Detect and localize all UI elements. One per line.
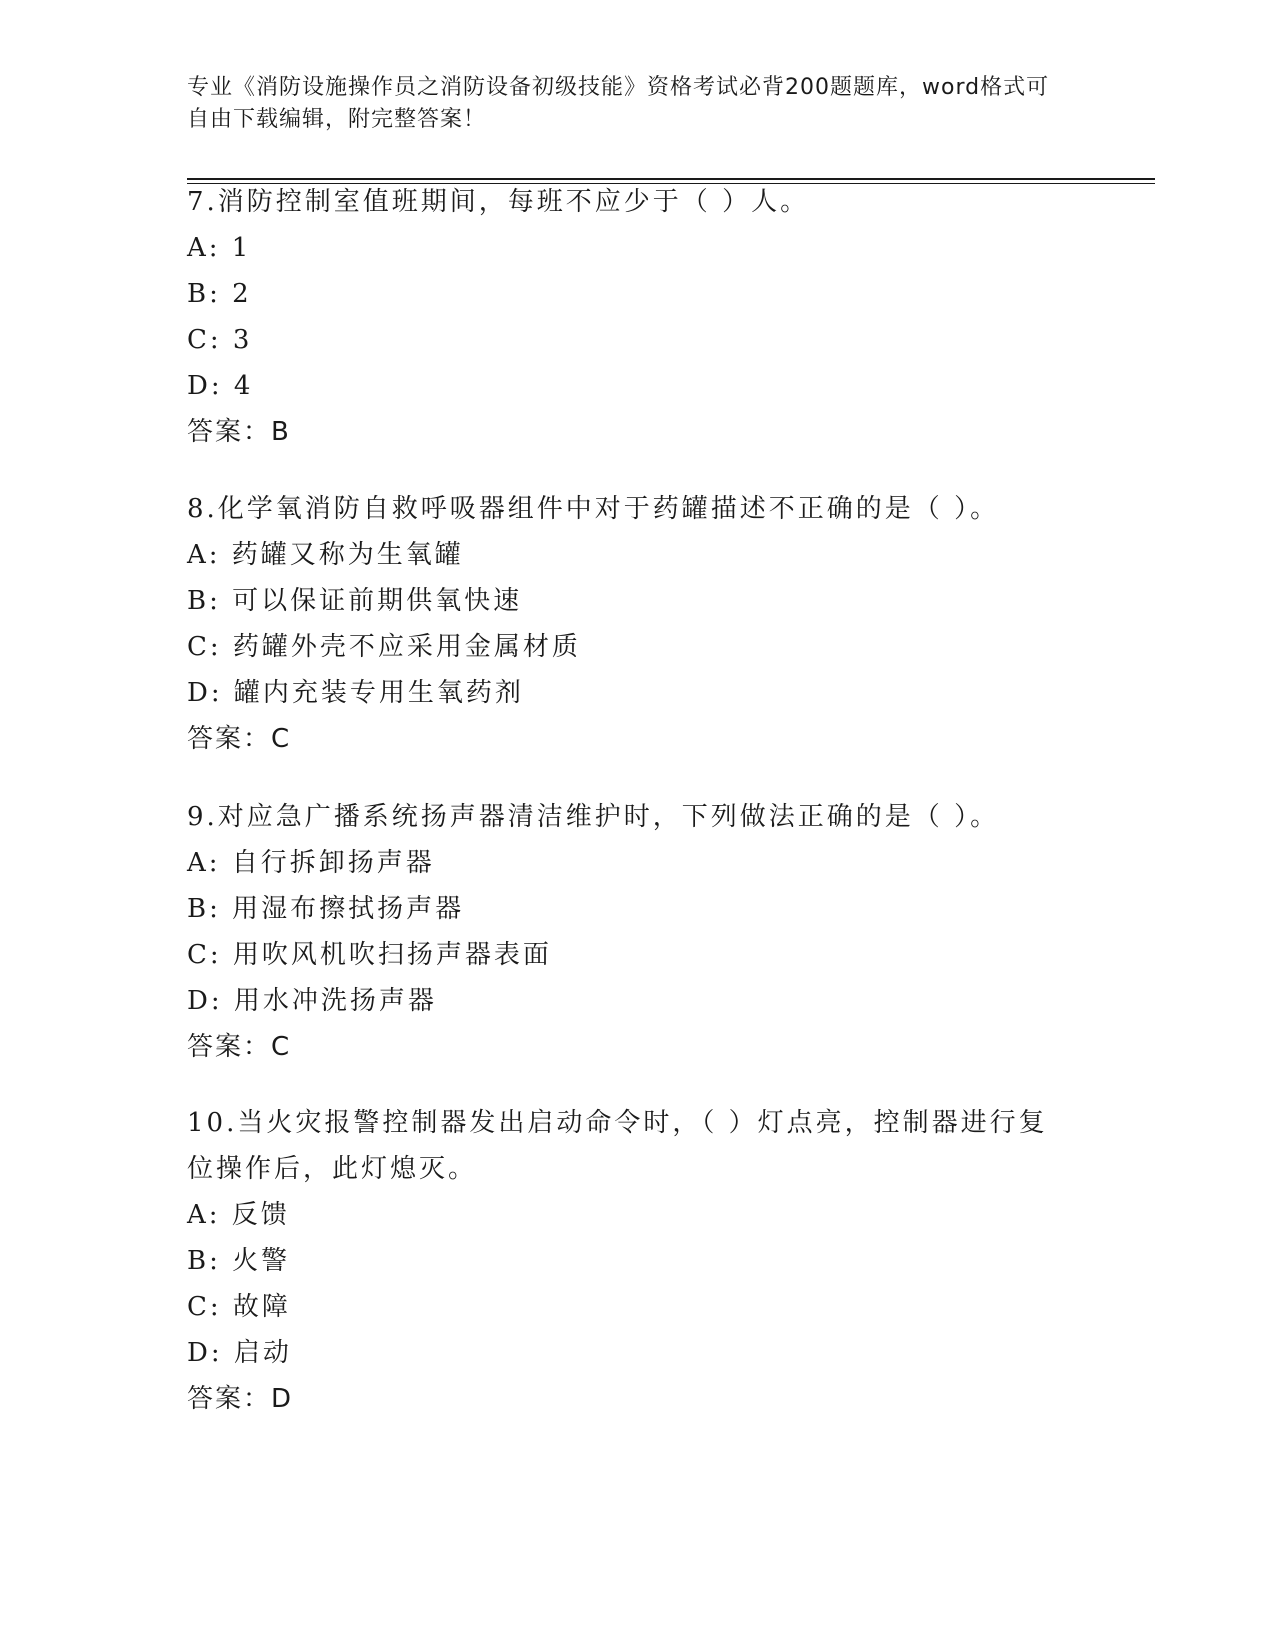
question-9	[187, 794, 1087, 1070]
question-stem: 8.化学氧消防自救呼吸器组件中对于药罐描述不正确的是（ ）。	[187, 494, 1000, 524]
option-c: C: 故障	[187, 1292, 291, 1322]
option-a: A: 1	[187, 233, 252, 263]
option-b: B: 2	[187, 279, 252, 309]
option-d: D: 启动	[187, 1338, 292, 1368]
option-b: B: 用湿布擦拭扬声器	[187, 894, 465, 924]
option-c: C: 药罐外壳不应采用金属材质	[187, 632, 581, 662]
option-c: C: 用吹风机吹扫扬声器表面	[187, 940, 552, 970]
answer: 答案：C	[187, 724, 292, 754]
option-a: A: 自行拆卸扬声器	[187, 848, 435, 878]
answer: 答案：B	[187, 417, 291, 447]
answer: 答案：D	[187, 1384, 294, 1414]
question-8	[187, 486, 1087, 762]
option-d: D: 罐内充装专用生氧药剂	[187, 678, 524, 708]
option-d: D: 用水冲洗扬声器	[187, 986, 437, 1016]
option-d: D: 4	[187, 371, 254, 401]
option-b: B: 火警	[187, 1246, 291, 1276]
option-a: A: 药罐又称为生氧罐	[187, 540, 464, 570]
option-b: B: 可以保证前期供氧快速	[187, 586, 523, 616]
question-stem: 7.消防控制室值班期间，每班不应少于（ ）人。	[187, 187, 810, 217]
question-stem: 9.对应急广播系统扬声器清洁维护时，下列做法正确的是（ ）。	[187, 802, 1000, 832]
answer: 答案：C	[187, 1032, 292, 1062]
document-header: 专业《消防设施操作员之消防设备初级技能》资格考试必背200题题库，word格式可自由下载编辑，附完整答案！	[187, 75, 1050, 132]
question-7	[187, 179, 1087, 455]
option-c: C: 3	[187, 325, 253, 355]
option-a: A: 反馈	[187, 1200, 290, 1230]
question-stem: 10.当火灾报警控制器发出启动命令时，（ ）灯点亮，控制器进行复位操作后，此灯熄灭。	[187, 1108, 1048, 1184]
question-10	[187, 1100, 1067, 1422]
